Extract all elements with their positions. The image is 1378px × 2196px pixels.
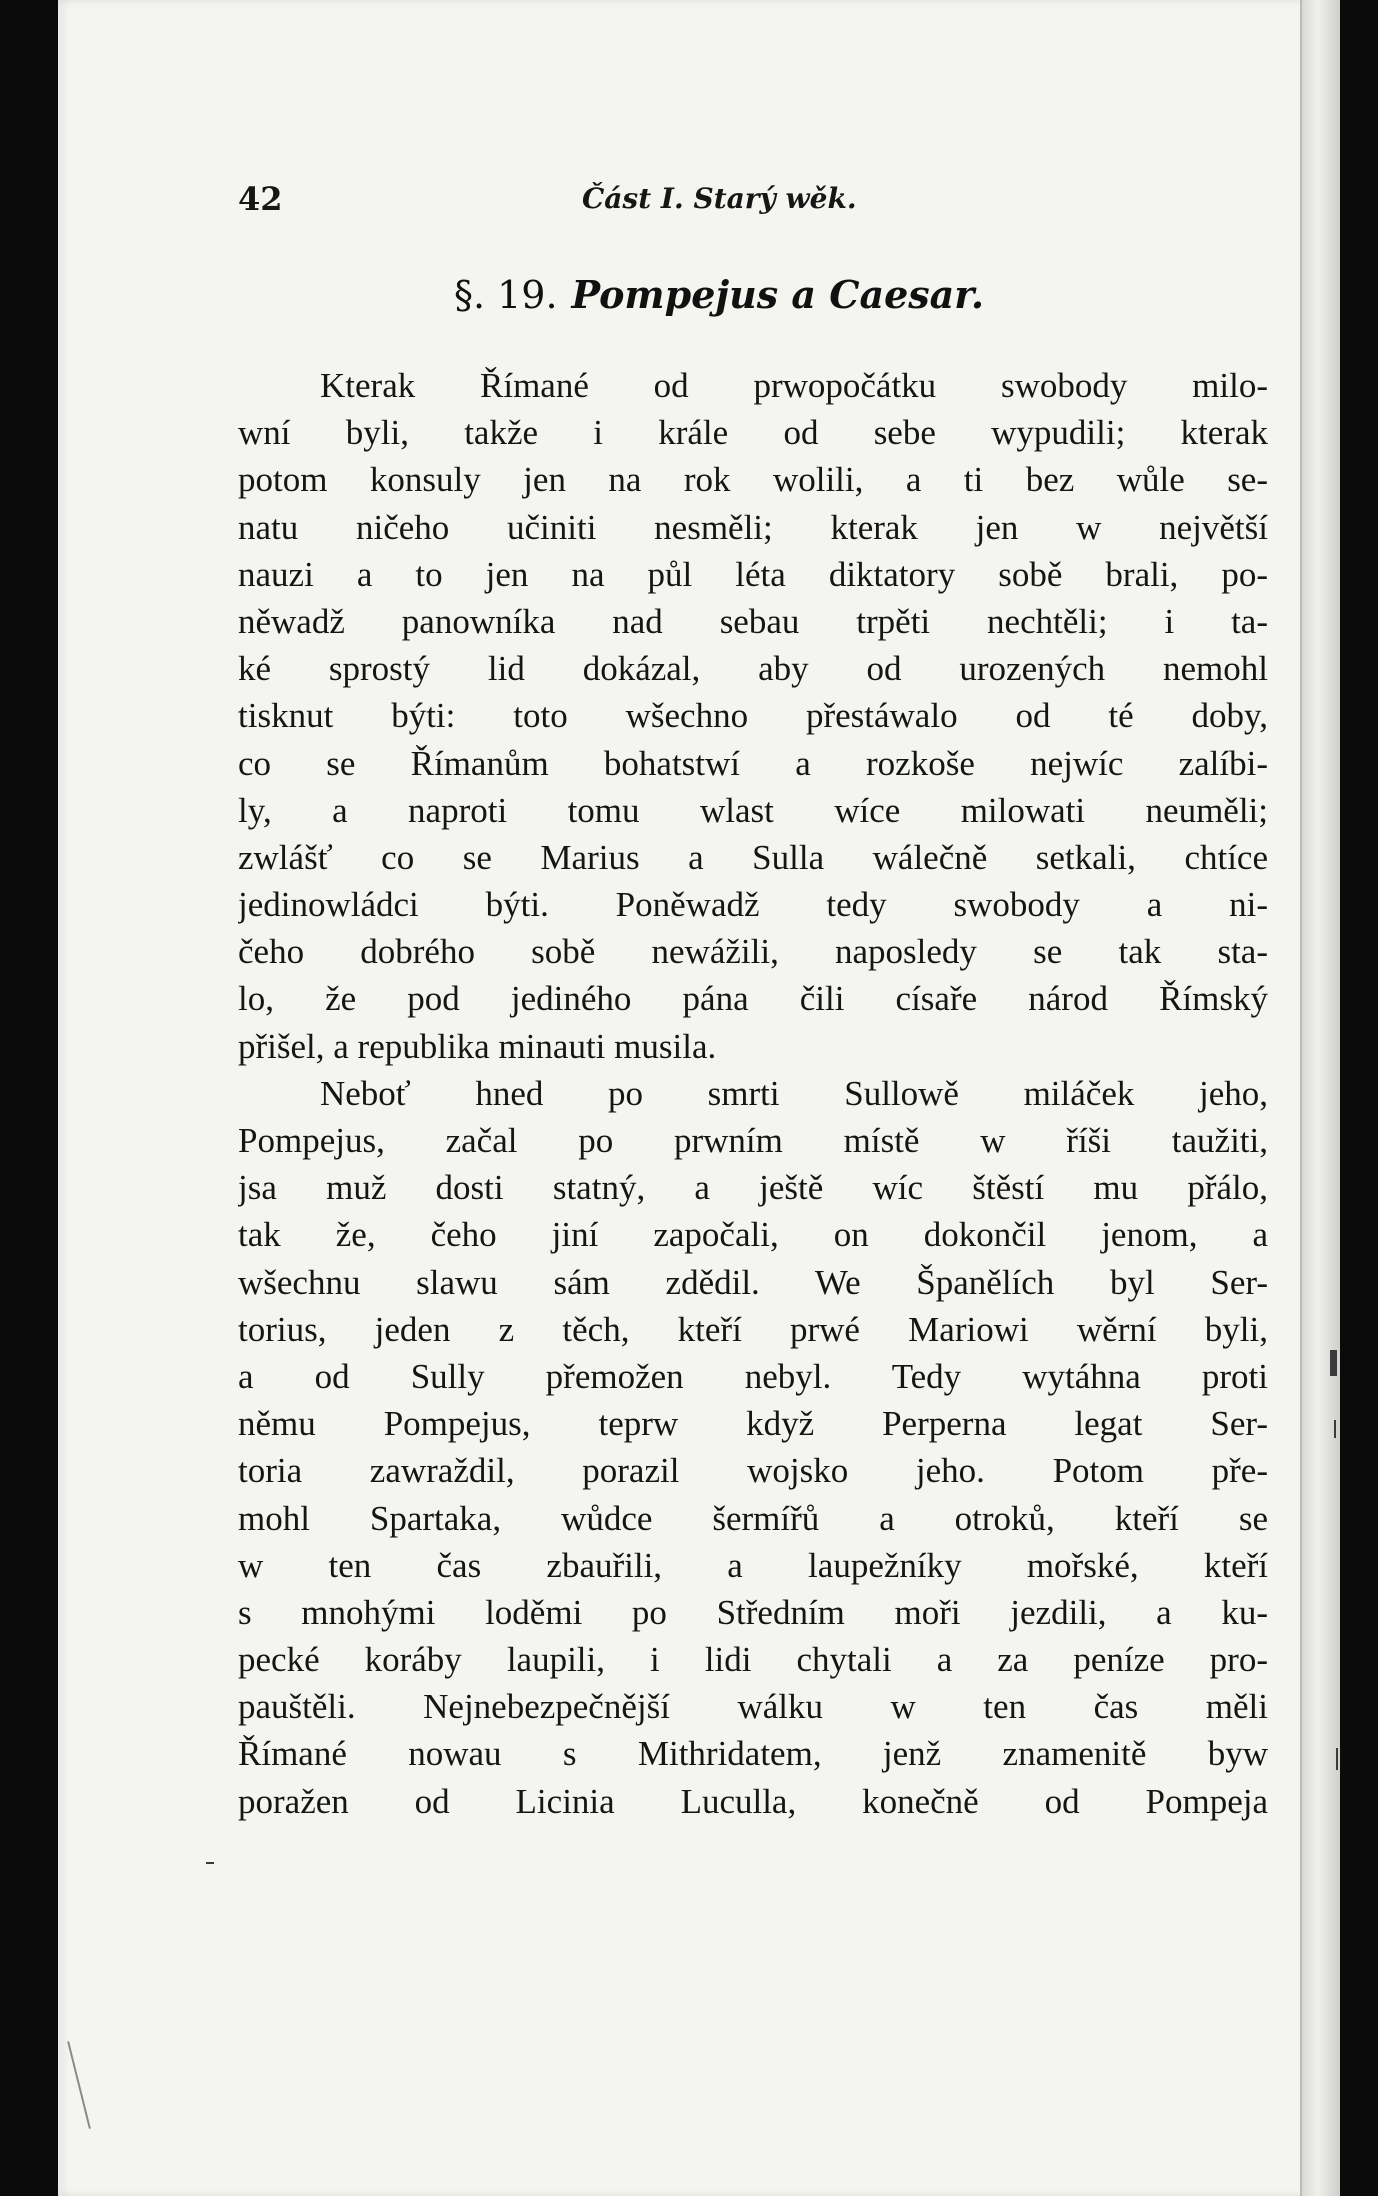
scan-speck [1330,1350,1337,1376]
body-text [238,362,1268,1825]
text-line: s mnohými loděmi po Středním moři jezdili, a ku- [238,1592,1268,1632]
text-line: zwlášť co se Marius a Sulla wálečně setkali, chtíce [238,837,1268,877]
text-line: tisknut býti: toto wšechno přestáwalo od té doby, [238,696,1268,736]
scan-speck [1336,1748,1338,1770]
text-line: poražen od Licinia Luculla, konečně od Pompeja [238,1781,1268,1821]
section-number: §. 19. [453,273,558,317]
text-line: Kterak Římané od prwopočátku swobody milo- [320,366,1268,405]
text-line: toria zawraždil, porazil wojsko jeho. Potom pře- [238,1451,1268,1491]
page-edge [1300,0,1340,2196]
text-line: nauzi a to jen na půl léta diktatory sobě brali, po- [238,554,1268,594]
running-head: Část I. Starý wěk. [582,182,857,215]
section-title: Pompejus a Caesar. [571,272,985,317]
text-line: ly, a naproti tomu wlast wíce milowati neuměli; [238,790,1268,830]
page-number: 42 [238,180,283,218]
paragraph [238,1070,1268,1825]
text-line: něwadž panowníka nad sebau trpěti nechtěli; i ta- [238,601,1268,641]
text-line: Neboť hned po smrti Sullowě miláček jeho, [320,1073,1268,1113]
text-line: potom konsuly jen na rok wolili, a ti bez wůle se- [238,460,1268,500]
text-line: čeho dobrého sobě newážili, naposledy se tak sta- [238,932,1268,972]
text-line: co se Římanům bohatstwí a rozkoše nejwíc zalíbi- [238,743,1268,783]
text-line: Pompejus, začal po prwním místě w říši taužiti, [238,1121,1268,1160]
text-line: lo, že pod jediného pána čili císaře národ Římský [238,979,1268,1019]
text-line: mohl Spartaka, wůdce šermířů a otroků, kteří se [238,1498,1268,1538]
text-line: přišel, a republika minauti musila. [238,1026,717,1066]
text-line: pauštěli. Nejnebezpečnější wálku w ten čas měli [238,1687,1268,1727]
text-line: a od Sully přemožen nebyl. Tedy wytáhna proti [238,1356,1268,1396]
text-line: torius, jeden z těch, kteří prwé Mariowi wěrní byli, [238,1309,1268,1349]
text-line: wšechnu slawu sám zdědil. We Španělích byl Ser- [238,1262,1268,1302]
scan-speck [206,1862,214,1864]
paragraph [238,362,1268,1070]
text-line: tak že, čeho jiní započali, on dokončil jenom, a [238,1215,1268,1255]
text-line: natu ničeho učiniti nesměli; kterak jen w největší [238,507,1268,547]
text-line: jedinowládci býti. Poněwadž tedy swobody a ni- [238,885,1268,925]
text-line: Římané nowau s Mithridatem, jenž znamenitě byw [238,1734,1268,1774]
scan-speck [67,2041,91,2129]
text-line: jsa muž dosti statný, a ještě wíc štěstí mu přálo, [238,1168,1268,1208]
text-line: pecké koráby laupili, i lidi chytali a za peníze pro- [238,1640,1268,1680]
text-line: ké sprostý lid dokázal, aby od urozených nemohl [238,649,1268,689]
text-line: wní byli, takže i krále od sebe wypudili; kterak [238,413,1268,453]
text-line: w ten čas zbauřili, a laupežníky mořské, kteří [238,1545,1268,1585]
scan-speck [1334,1420,1336,1438]
book-page [58,0,1340,2196]
section-heading [58,272,1340,317]
text-line: němu Pompejus, teprw když Perperna legat Ser- [238,1404,1268,1444]
page-header [58,180,1340,230]
